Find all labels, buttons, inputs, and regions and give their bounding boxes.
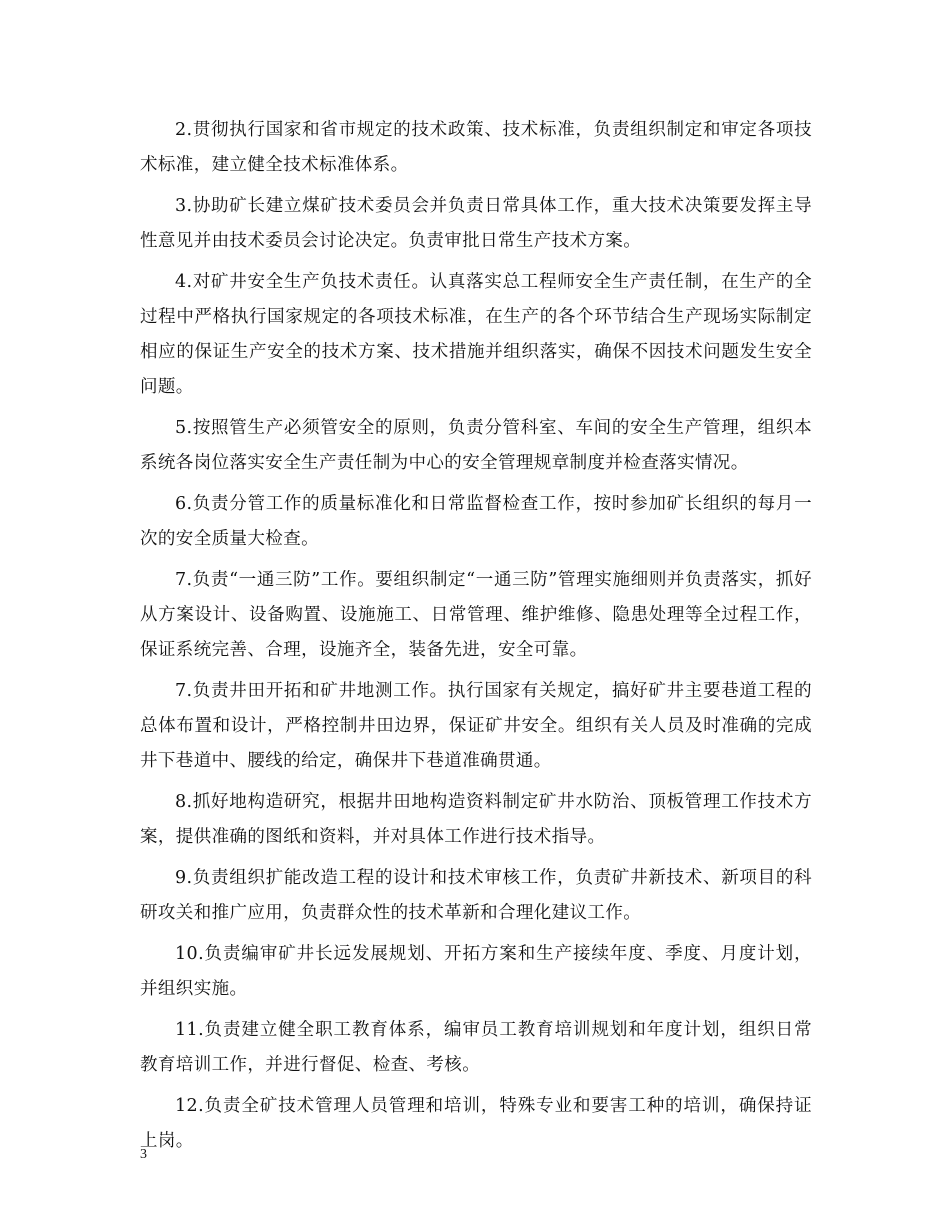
paragraph-item-2: 2.贯彻执行国家和省市规定的技术政策、技术标准，负责组织制定和审定各项技术标准，建立健全技术标准体系。 — [140, 120, 812, 175]
paragraph-item-8: 8.抓好地构造研究，根据井田地构造资料制定矿井水防治、顶板管理工作技术方案，提供准确的图纸和资料，并对具体工作进行技术指导。 — [140, 792, 812, 847]
document-body — [140, 113, 812, 1165]
paragraph-item-7a: 7.负责“一通三防”工作。要组织制定“一通三防”管理实施细则并负责落实，抓好从方案设计、设备购置、设施施工、日常管理、维护维修、隐患处理等全过程工作，保证系统完善、合理，设施齐全，装备先进，安全可靠。 — [140, 570, 812, 660]
paragraph-item-11: 11.负责建立健全职工教育体系，编审员工教育培训规划和年度计划，组织日常教育培训工作，并进行督促、检查、考核。 — [140, 1020, 812, 1075]
paragraph-item-9: 9.负责组织扩能改造工程的设计和技术审核工作，负责矿井新技术、新项目的科研攻关和推广应用，负责群众性的技术革新和合理化建议工作。 — [140, 868, 812, 923]
page-number: 3 — [140, 1147, 147, 1162]
paragraph-item-10: 10.负责编审矿井长远发展规划、开拓方案和生产接续年度、季度、月度计划，并组织实施。 — [140, 944, 812, 999]
paragraph-item-4: 4.对矿井安全生产负技术责任。认真落实总工程师安全生产责任制，在生产的全过程中严格执行国家规定的各项技术标准，在生产的各个环节结合生产现场实际制定相应的保证生产安全的技术方案、技术措施并组织落实，确保不因技术问题发生安全问题。 — [140, 272, 812, 397]
paragraph-item-12: 12.负责全矿技术管理人员管理和培训，特殊专业和要害工种的培训，确保持证上岗。 — [140, 1096, 812, 1151]
paragraph-item-5: 5.按照管生产必须管安全的原则，负责分管科室、车间的安全生产管理，组织本系统各岗位落实安全生产责任制为中心的安全管理规章制度并检查落实情况。 — [140, 418, 812, 473]
paragraph-item-6: 6.负责分管工作的质量标准化和日常监督检查工作，按时参加矿长组织的每月一次的安全质量大检查。 — [140, 494, 812, 549]
paragraph-item-3: 3.协助矿长建立煤矿技术委员会并负责日常具体工作，重大技术决策要发挥主导性意见并由技术委员会讨论决定。负责审批日常生产技术方案。 — [140, 196, 812, 251]
paragraph-item-7b: 7.负责井田开拓和矿井地测工作。执行国家有关规定，搞好矿井主要巷道工程的总体布置和设计，严格控制井田边界，保证矿井安全。组织有关人员及时准确的完成井下巷道中、腰线的给定，确保井下巷道准确贯通。 — [140, 681, 812, 771]
